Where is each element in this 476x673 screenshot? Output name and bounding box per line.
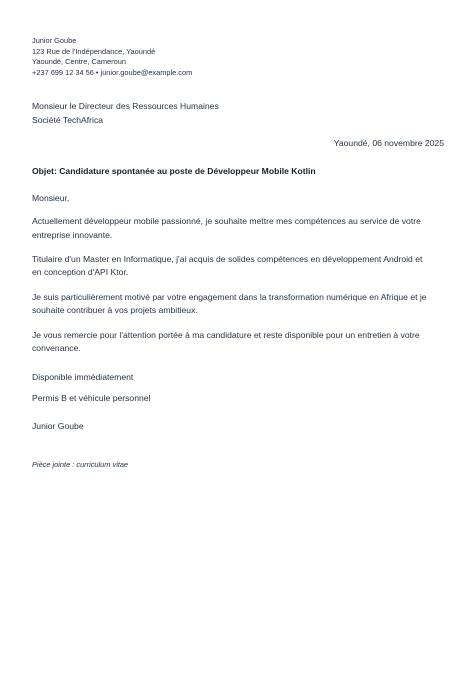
recipient-company: Société TechAfrica	[32, 114, 104, 125]
sender-address: 123 Rue de l'Indépendance, Yaoundé	[32, 46, 156, 56]
sender-block	[32, 36, 444, 78]
letter-subject: Objet: Candidature spontanée au poste de Développeur Mobile Kotlin	[32, 166, 316, 177]
paragraph-line: Je vous remercie pour l'attention portée à ma candidature et reste disponible pour un entretien à votre	[32, 329, 420, 340]
paragraph-line: convenance.	[32, 343, 81, 354]
sender-name: Junior Goube	[32, 36, 77, 45]
salutation: Monsieur,	[32, 193, 70, 204]
recipient-block	[32, 100, 444, 127]
paragraph-line: Titulaire d'un Master en Informatique, j'ai acquis de solides compétences en développement Android et	[32, 254, 423, 264]
attachment-note: Pièce jointe : curriculum vitae	[32, 460, 129, 470]
paragraph-1	[32, 215, 444, 242]
paragraph-line: entreprise innovante.	[32, 229, 113, 240]
paragraph-line: en conception d'API Ktor.	[32, 267, 129, 278]
recipient-title: Monsieur le Directeur des Ressources Humaines	[32, 101, 219, 112]
paragraph-3	[32, 291, 444, 318]
paragraph-line: Actuellement développeur mobile passionné, je souhaite mettre mes compétences au service de votre	[32, 216, 421, 227]
signature: Junior Goube	[32, 421, 84, 432]
paragraph-line: souhaite contribuer à vos projets ambitieux.	[32, 305, 198, 316]
license-note: Permis B et véhicule personnel	[32, 393, 151, 404]
paragraph-4	[32, 329, 444, 356]
sender-city: Yaoundé, Centre, Cameroun	[32, 57, 126, 67]
letter-date: Yaoundé, 06 novembre 2025	[333, 138, 444, 149]
paragraph-line: Je suis particulièrement motivé par votre engagement dans la transformation numérique en Afrique et je	[32, 291, 427, 302]
sender-contact: +237 699 12 34 56 • junior.goube@example.com	[32, 67, 193, 77]
paragraph-2	[32, 253, 444, 280]
availability-note: Disponible immédiatement	[32, 372, 134, 383]
